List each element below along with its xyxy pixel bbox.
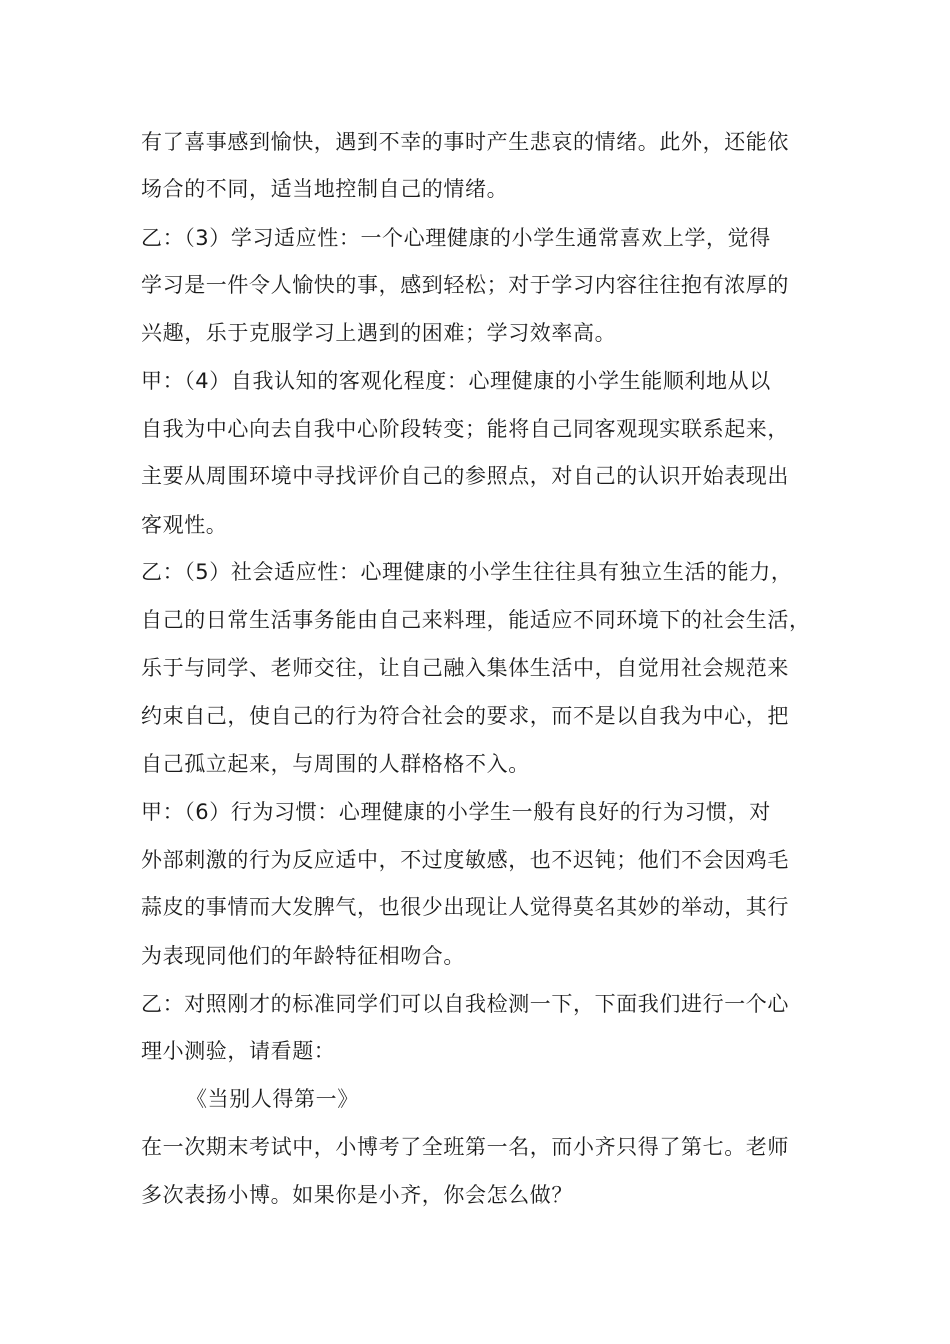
text-line: 甲：（6）行为习惯：心理健康的小学生一般有良好的行为习惯，对 xyxy=(141,800,771,824)
text-line: 蒜皮的事情而大发脾气，也很少出现让人觉得莫名其妙的举动，其行 xyxy=(141,895,789,919)
text-line: 多次表扬小博。如果你是小齐，你会怎么做？ xyxy=(141,1183,573,1207)
text-line: 自我为中心向去自我中心阶段转变；能将自己同客观现实联系起来， xyxy=(141,417,789,441)
text-line: 客观性。 xyxy=(141,513,228,537)
text-line: 甲：（4）自我认知的客观化程度：心理健康的小学生能顺利地从以 xyxy=(141,369,771,393)
text-line: 理小测验，请看题： xyxy=(141,1039,336,1063)
text-line: 在一次期末考试中，小博考了全班第一名，而小齐只得了第七。老师 xyxy=(141,1135,789,1159)
quiz-title: 《当别人得第一》 xyxy=(186,1087,359,1111)
text-line: 乙：（5）社会适应性：心理健康的小学生往往具有独立生活的能力， xyxy=(141,560,793,584)
text-line: 兴趣，乐于克服学习上遇到的困难；学习效率高。 xyxy=(141,321,617,345)
text-line: 学习是一件令人愉快的事，感到轻松；对于学习内容往往抱有浓厚的 xyxy=(141,273,789,297)
text-line: 自己的日常生活事务能由自己来料理，能适应不同环境下的社会生活， xyxy=(141,608,811,632)
text-line: 乙：（3）学习适应性：一个心理健康的小学生通常喜欢上学，觉得 xyxy=(141,226,771,250)
text-line: 为表现同他们的年龄特征相吻合。 xyxy=(141,944,465,968)
text-line: 场合的不同，适当地控制自己的情绪。 xyxy=(141,177,509,201)
text-line: 乐于与同学、老师交往，让自己融入集体生活中，自觉用社会规范来 xyxy=(141,656,789,680)
text-line: 乙：对照刚才的标准同学们可以自我检测一下，下面我们进行一个心 xyxy=(141,992,789,1016)
text-line: 外部刺激的行为反应适中，不过度敏感，也不迟钝；他们不会因鸡毛 xyxy=(141,848,789,872)
text-line: 自己孤立起来，与周围的人群格格不入。 xyxy=(141,752,530,776)
text-line: 约束自己，使自己的行为符合社会的要求，而不是以自我为中心，把 xyxy=(141,704,789,728)
text-line: 主要从周围环境中寻找评价自己的参照点，对自己的认识开始表现出 xyxy=(141,464,789,488)
text-line: 有了喜事感到愉快，遇到不幸的事时产生悲哀的情绪。此外，还能依 xyxy=(141,130,789,154)
